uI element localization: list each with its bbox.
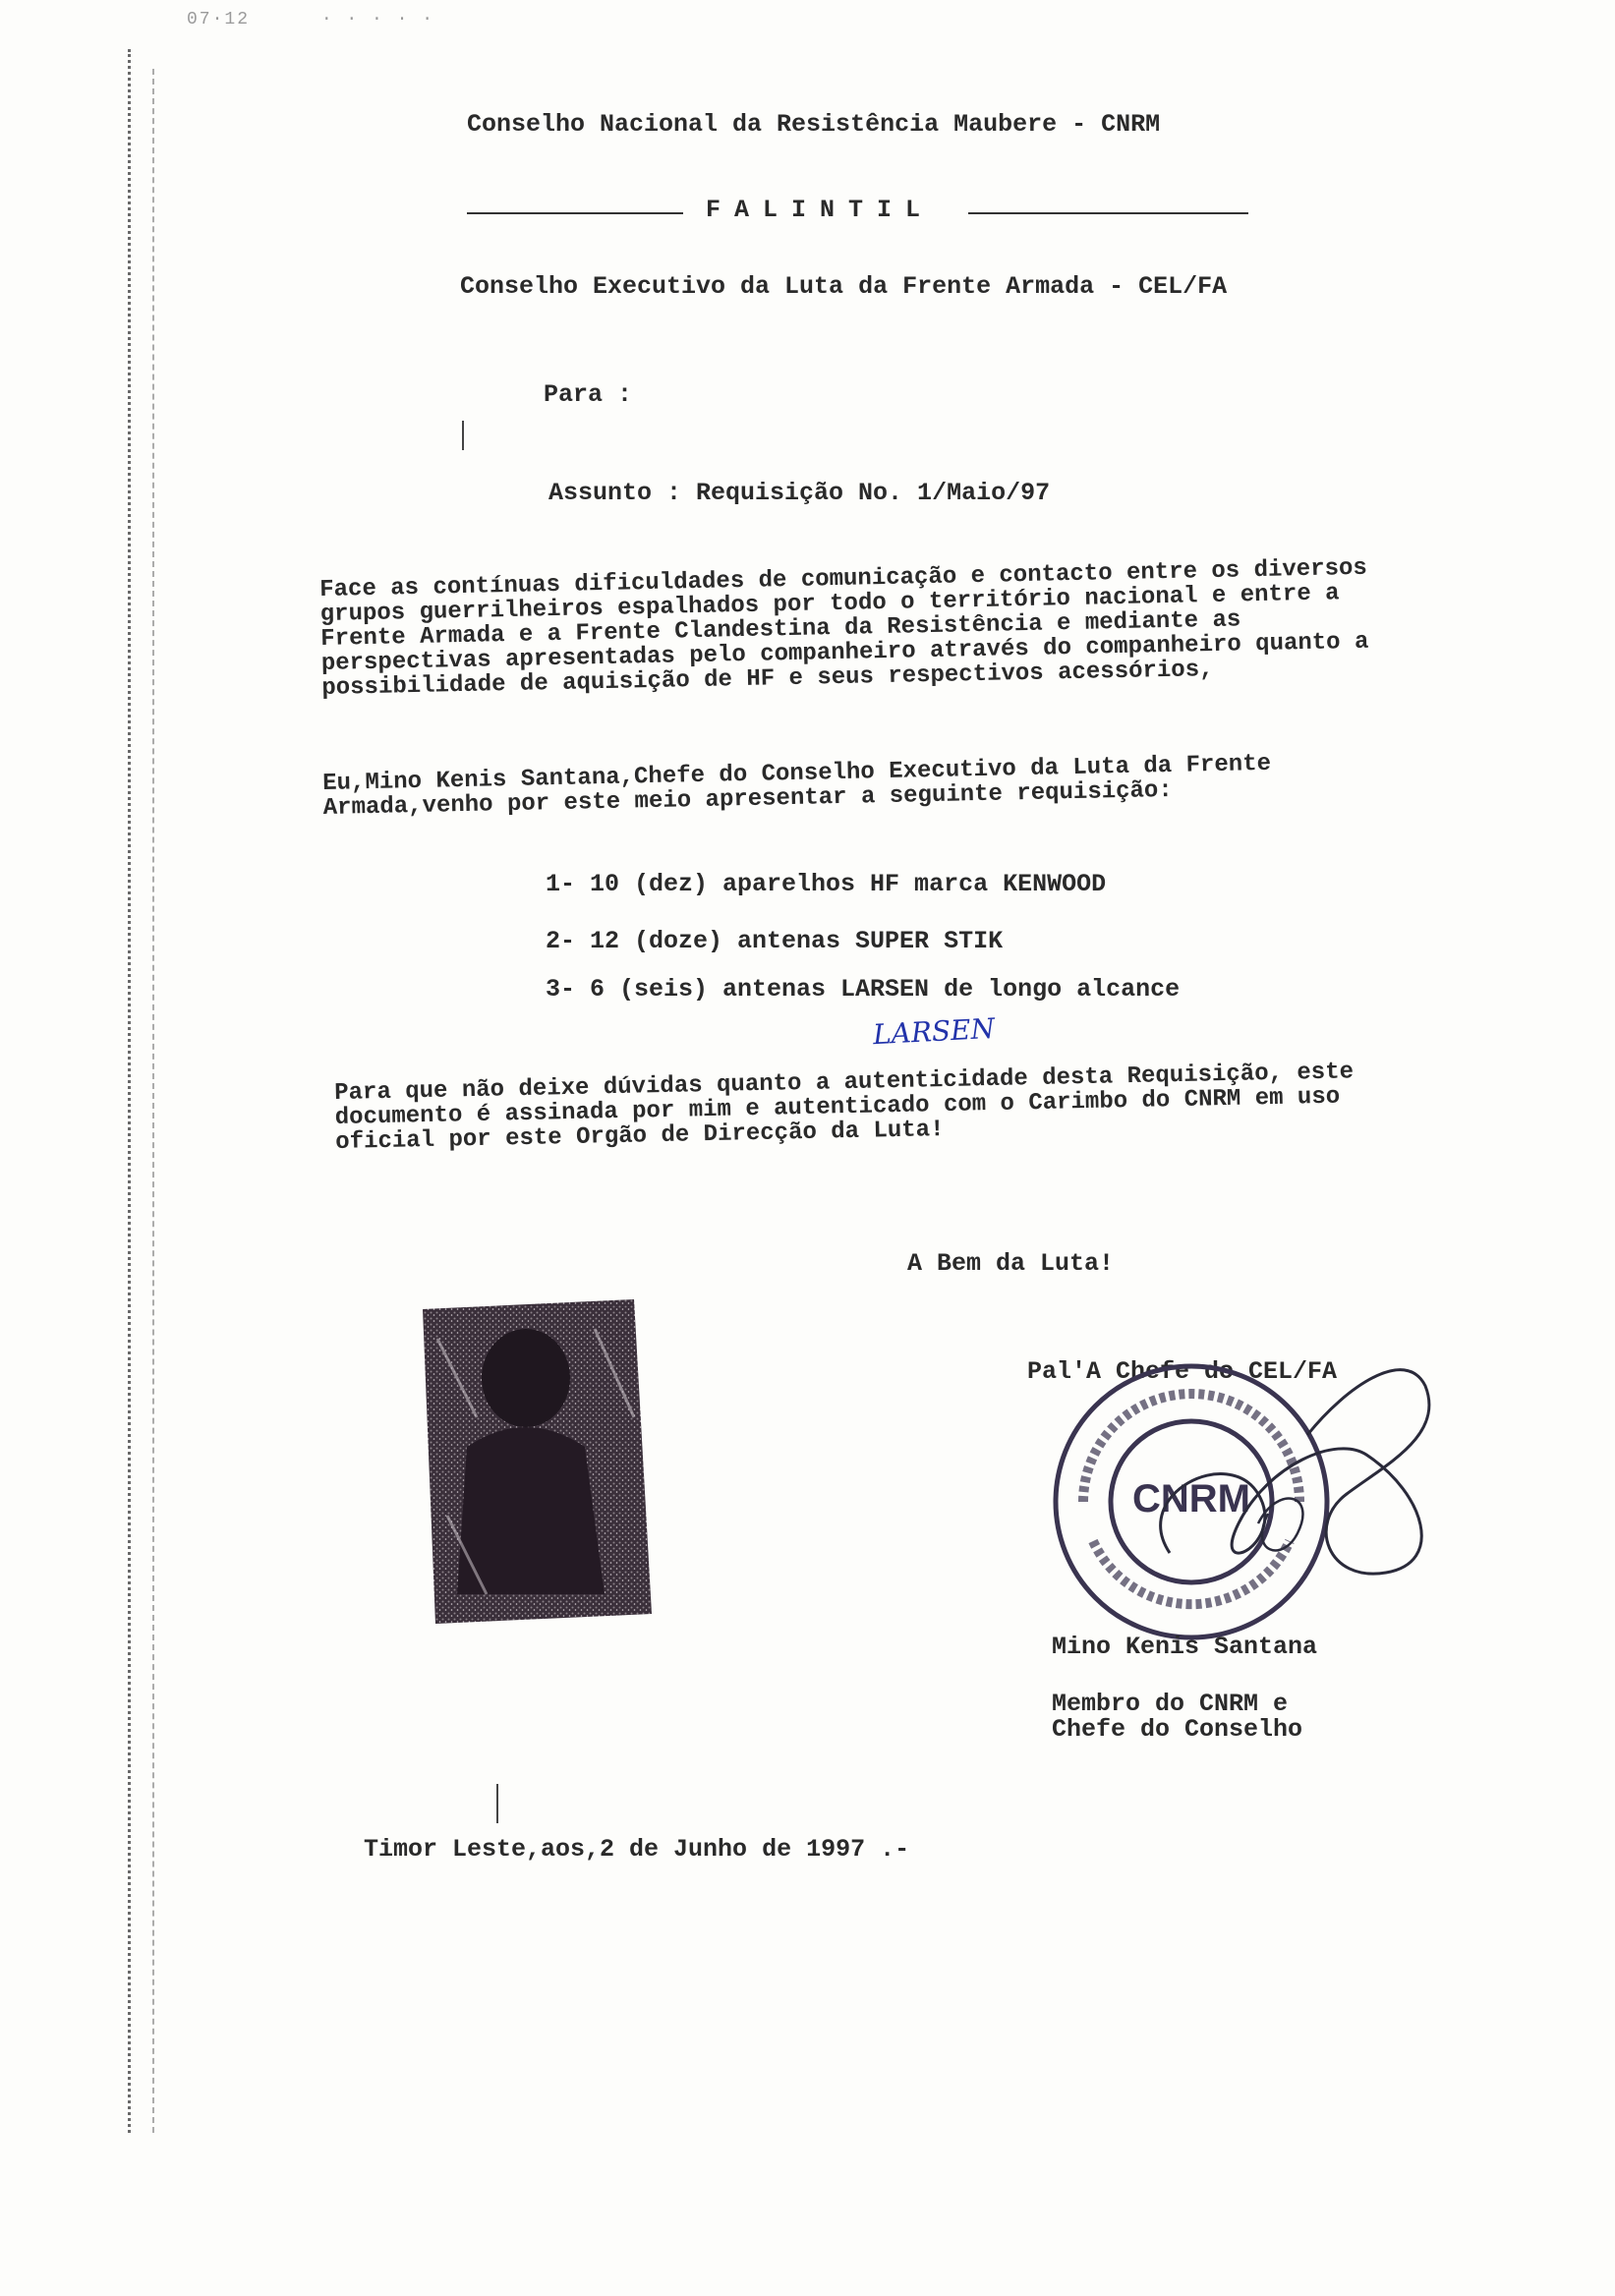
letterhead-falintil: FALINTIL	[706, 196, 935, 224]
body-paragraph-context: Face as contínuas dificuldades de comunicação e contacto entre os diversos grupos guerrilheiros espalhados por todo o território nacional e entre a Frente Armada e a Frente Clandestina da Resistência e mediante as perspectivas apresentadas pelo companheiro através do companheiro quanto a possibilidade de aquisição de HF e seus respectivos acessórios,	[318, 554, 1369, 702]
fax-transmission-header	[187, 10, 493, 29]
handwritten-signature	[1012, 1327, 1484, 1651]
signer-role: Membro do CNRM e	[1052, 1690, 1289, 1718]
date-line: Timor Leste,aos,2 de Junho de 1997 .-	[364, 1835, 910, 1864]
letterhead-executive-council: Conselho Executivo da Luta da Frente Armada - CEL/FA	[460, 272, 1228, 301]
body-paragraph-request: Eu,Mino Kenis Santana,Chefe do Conselho Executivo da Luta da Frente Armada,venho por este meio apresentar a seguinte requisição:	[321, 750, 1272, 822]
portrait-photo	[418, 1299, 654, 1624]
requisition-item: 1- 10 (dez) aparelhos HF marca KENWOOD	[546, 870, 1107, 898]
fax-binding-edge	[128, 49, 135, 2133]
subject-line: Assunto : Requisição No. 1/Maio/97	[548, 479, 1051, 507]
margin-mark	[496, 1784, 498, 1823]
closing-salutation: A Bem da Luta!	[907, 1249, 1115, 1278]
recipient-label: Para :	[544, 380, 633, 409]
letterhead-rule-left	[467, 212, 683, 214]
fax-header-segment: 07·12	[187, 10, 251, 29]
handwritten-annotation: LARSEN	[872, 1011, 996, 1052]
signer-role: Chefe do Conselho	[1052, 1715, 1303, 1744]
stamp-label: CNRM	[1132, 1477, 1250, 1521]
fax-header-segment: · · · · ·	[320, 10, 435, 29]
letterhead-organization: Conselho Nacional da Resistência Maubere - CNRM	[467, 110, 1161, 139]
requisition-item: 2- 12 (doze) antenas SUPER STIK	[546, 927, 1004, 955]
signer-name: Mino Kenis Santana	[1052, 1633, 1318, 1661]
requisition-item: 3- 6 (seis) antenas LARSEN de longo alcance	[546, 975, 1181, 1004]
signature-title: Pal'A Chefe do CEL/FA	[1027, 1357, 1338, 1386]
body-paragraph-authentication: Para que não deixe dúvidas quanto a autenticidade desta Requisição, este documento é assinada por mim e autenticado com o Carimbo do CNRM em uso oficial por este Orgão de Direcção da Luta!	[333, 1059, 1355, 1156]
letterhead-rule-right	[968, 212, 1248, 214]
margin-mark	[462, 421, 464, 450]
fax-binding-edge-inner	[152, 69, 156, 2133]
